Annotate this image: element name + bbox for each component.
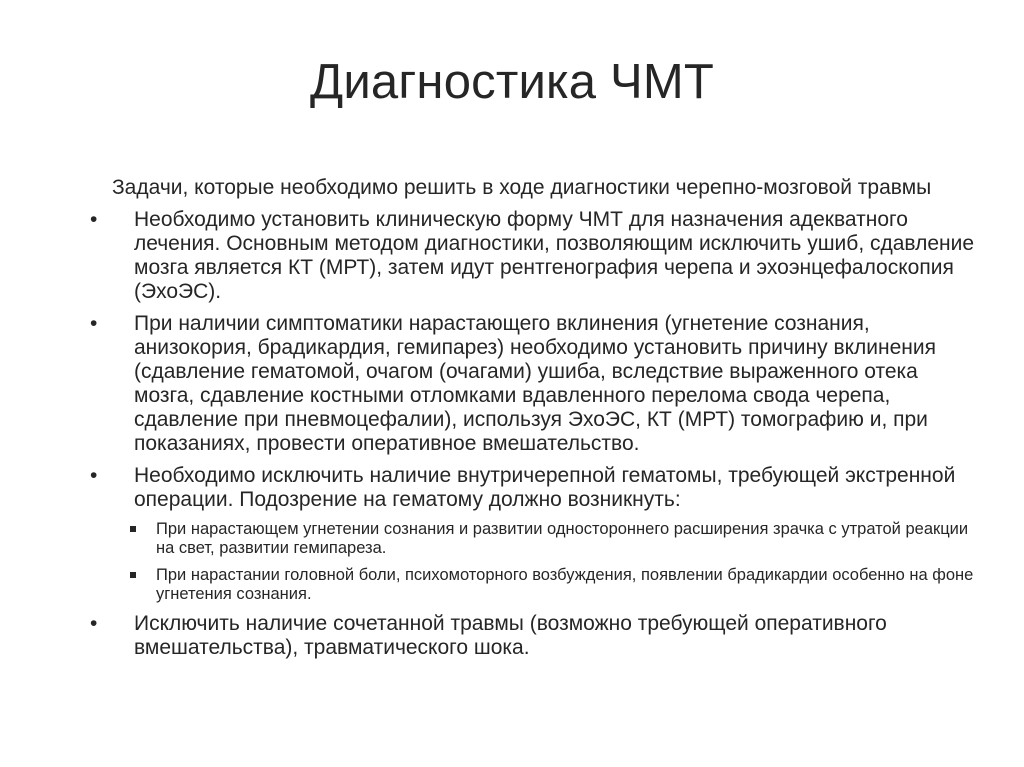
bullet-item (90, 464, 982, 604)
bullet-dot-icon: • (90, 612, 98, 635)
sub-bullet-text: При нарастании головной боли, психомоторного возбуждения, появлении брадикардии особенно на фоне угнетения сознания. (156, 566, 974, 603)
bullet-item (90, 208, 982, 304)
bullet-dot-icon: • (90, 464, 98, 487)
bullet-text: Необходимо исключить наличие внутричерепной гематомы, требующей экстренной операции. Подозрение на гематому должно возникнуть: (134, 464, 956, 511)
sub-bullet-item (134, 520, 982, 558)
bullet-item (90, 312, 982, 456)
sub-bullet-list (134, 520, 982, 604)
sub-bullet-text: При нарастающем угнетении сознания и развитии одностороннего расширения зрачка с утратой реакции на свет, развитии гемипареза. (156, 520, 969, 557)
bullet-dot-icon: • (90, 208, 98, 231)
bullet-text: Исключить наличие сочетанной травмы (возможно требующей оперативного вмешательства), травматического шока. (134, 612, 887, 659)
sub-bullet-item (134, 566, 982, 604)
bullet-list (90, 208, 982, 660)
square-bullet-icon (130, 572, 136, 578)
slide-title: Диагностика ЧМТ (309, 55, 715, 109)
bullet-text: Необходимо установить клиническую форму ЧМТ для назначения адекватного лечения. Основным методом диагностики, позволяющим исключить ушиб, сдавление мозга является КТ (МРТ), затем идут рентгенография черепа и эхоэнцефалоскопия (ЭхоЭС). (134, 208, 975, 303)
bullet-dot-icon: • (90, 312, 98, 335)
bullet-text: При наличии симптоматики нарастающего вклинения (угнетение сознания, анизокория, брадикардия, гемипарез) необходимо установить причину вклинения (сдавление гематомой, очагом (очагами) ушиба, вследствие выраженного отека мозга, сдавление костными отломками вдавленного перелома свода черепа, сдавление при пневмоцефалии), используя ЭхоЭС, КТ (МРТ) томографию и, при показаниях, провести оперативное вмешательство. (134, 312, 937, 455)
slide-body (90, 176, 982, 668)
intro-text: Задачи, которые необходимо решить в ходе диагностики черепно-мозговой травмы (112, 176, 932, 199)
bullet-item (90, 612, 982, 660)
square-bullet-icon (130, 526, 136, 532)
